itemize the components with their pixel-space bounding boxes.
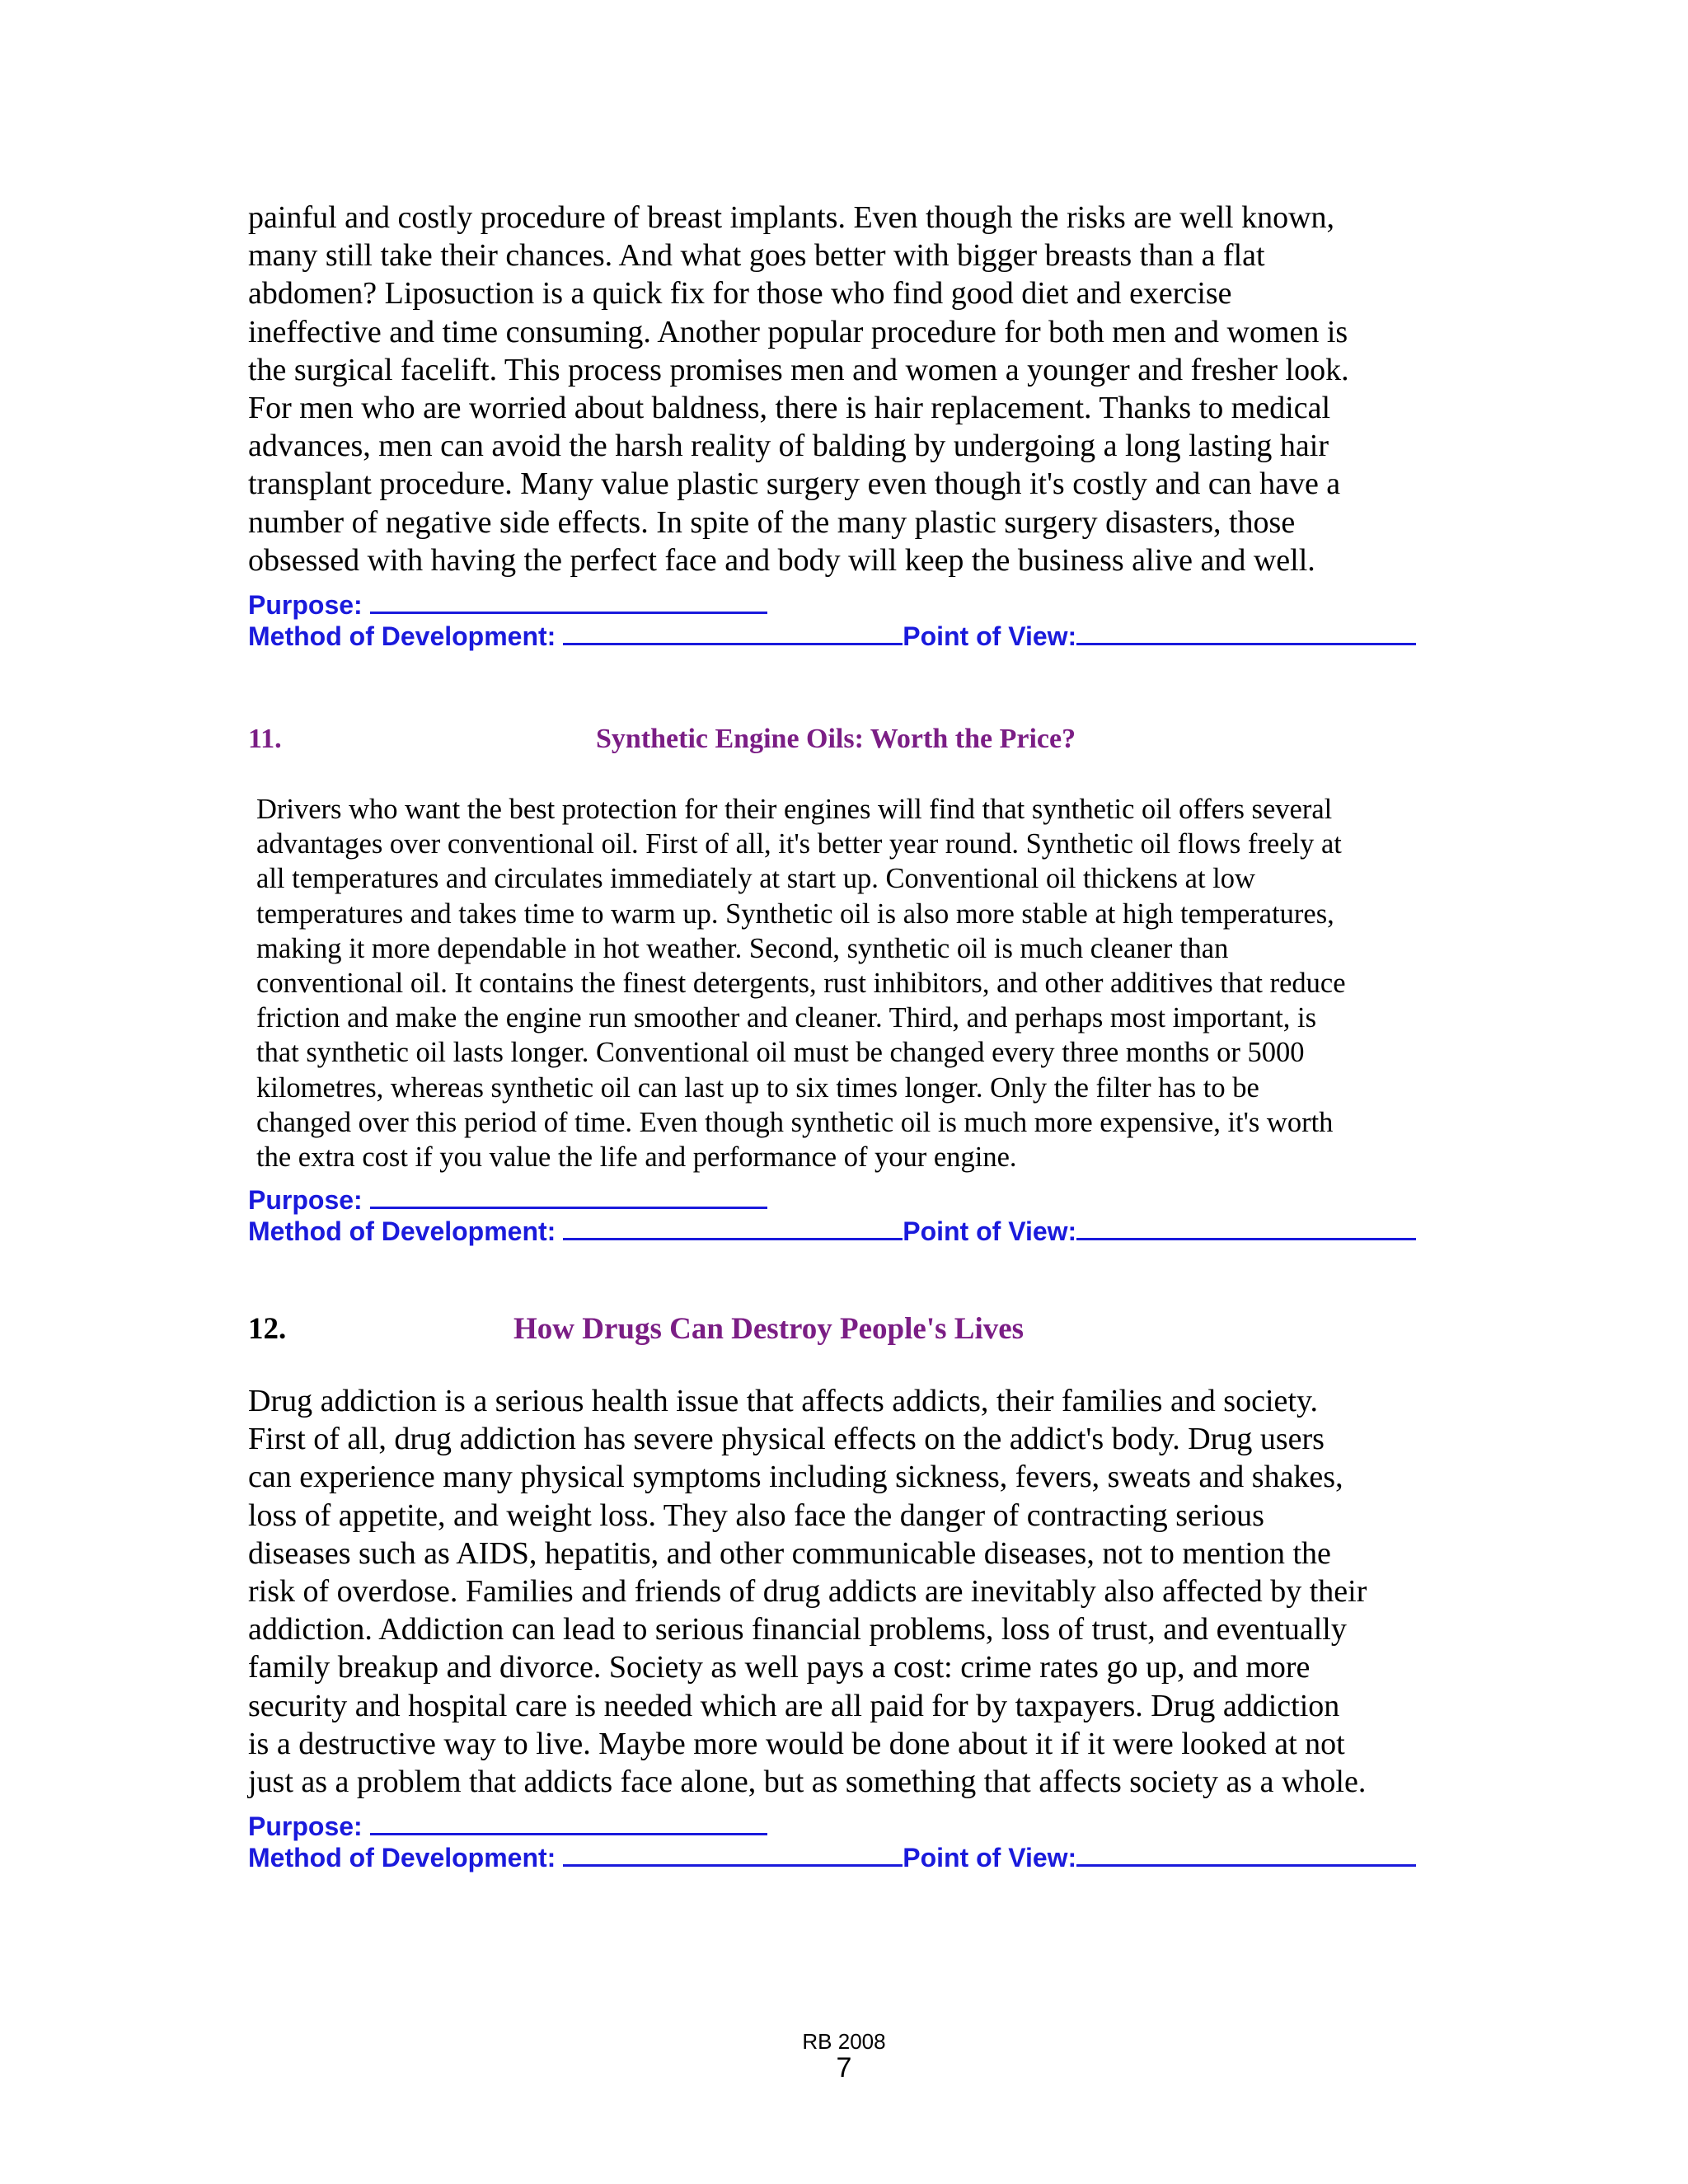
paragraph-line: number of negative side effects. In spite of the many plastic surgery disasters, those bbox=[248, 504, 1296, 540]
paragraph-line: loss of appetite, and weight loss. They also face the danger of contracting serious bbox=[248, 1497, 1264, 1533]
paragraph-line: First of all, drug addiction has severe physical effects on the addict's body. Drug users bbox=[248, 1422, 1325, 1457]
method-of-development-blank[interactable] bbox=[563, 1215, 903, 1240]
purpose-blank[interactable] bbox=[370, 1810, 767, 1835]
purpose-field-row bbox=[248, 588, 767, 621]
purpose-field-row bbox=[248, 1810, 767, 1842]
paragraph-line: all temperatures and circulates immediately at start up. Conventional oil thickens at low bbox=[256, 863, 1255, 895]
top-paragraph-text bbox=[248, 199, 1451, 579]
method-pov-row bbox=[248, 1215, 1416, 1247]
point-of-view-blank[interactable] bbox=[1076, 1215, 1416, 1240]
section-title: Synthetic Engine Oils: Worth the Price? bbox=[596, 724, 1076, 754]
paragraph-line: security and hospital care is needed which are all paid for by taxpayers. Drug addiction bbox=[248, 1688, 1340, 1723]
method-of-development-label: Method of Development: bbox=[248, 1216, 556, 1246]
section-11-paragraph bbox=[256, 792, 1460, 1174]
paragraph-line: Drivers who want the best protection for their engines will find that synthetic oil offers several bbox=[256, 794, 1333, 825]
section-number: 11. bbox=[248, 724, 282, 754]
footer-label: RB 2008 bbox=[802, 2029, 886, 2054]
paragraph-line: addiction. Addiction can lead to serious financial problems, loss of trust, and eventually bbox=[248, 1612, 1347, 1647]
method-of-development-blank[interactable] bbox=[563, 620, 903, 645]
paragraph-line: friction and make the engine run smoother and cleaner. Third, and perhaps most important, is bbox=[256, 1002, 1317, 1034]
purpose-blank[interactable] bbox=[370, 1183, 767, 1209]
method-of-development-label: Method of Development: bbox=[248, 1843, 556, 1872]
paragraph-line: painful and costly procedure of breast implants. Even though the risks are well known, bbox=[248, 200, 1335, 235]
paragraph-line: Drug addiction is a serious health issue that affects addicts, their families and society. bbox=[248, 1384, 1318, 1418]
paragraph-line: temperatures and takes time to warm up. Synthetic oil is also more stable at high temperatures, bbox=[256, 898, 1334, 930]
paragraph-line: For men who are worried about baldness, there is hair replacement. Thanks to medical bbox=[248, 391, 1331, 426]
method-pov-row bbox=[248, 1841, 1416, 1873]
paragraph-line: transplant procedure. Many value plastic surgery even though it's costly and can have a bbox=[248, 466, 1341, 502]
point-of-view-label: Point of View: bbox=[903, 1216, 1077, 1246]
paragraph-line: abdomen? Liposuction is a quick fix for those who find good diet and exercise bbox=[248, 276, 1232, 312]
page-number: 7 bbox=[836, 2052, 852, 2083]
paragraph-line: is a destructive way to live. Maybe more would be done about it if it were looked at not bbox=[248, 1726, 1345, 1761]
section-11-paragraph-text bbox=[256, 792, 1460, 1174]
section-number: 12. bbox=[248, 1312, 287, 1346]
paragraph-line: just as a problem that addicts face alone, but as something that affects society as a whole. bbox=[248, 1765, 1367, 1800]
top-paragraph bbox=[248, 199, 1451, 579]
point-of-view-label: Point of View: bbox=[903, 621, 1077, 651]
section-12-paragraph-text bbox=[248, 1382, 1451, 1801]
section-title: How Drugs Can Destroy People's Lives bbox=[513, 1312, 1025, 1346]
purpose-blank[interactable] bbox=[370, 588, 767, 614]
paragraph-line: many still take their chances. And what goes better with bigger breasts than a flat bbox=[248, 238, 1265, 274]
paragraph-line: family breakup and divorce. Society as well pays a cost: crime rates go up, and more bbox=[248, 1650, 1311, 1685]
point-of-view-blank[interactable] bbox=[1076, 620, 1416, 645]
method-pov-row bbox=[248, 620, 1416, 652]
paragraph-line: that synthetic oil lasts longer. Conventional oil must be changed every three months or 5000 bbox=[256, 1037, 1305, 1069]
paragraph-line: can experience many physical symptoms including sickness, fevers, sweats and shakes, bbox=[248, 1460, 1343, 1495]
paragraph-line: risk of overdose. Families and friends of drug addicts are inevitably also affected by their bbox=[248, 1574, 1367, 1610]
paragraph-line: ineffective and time consuming. Another popular procedure for both men and women is bbox=[248, 314, 1348, 349]
paragraph-line: obsessed with having the perfect face and body will keep the business alive and well. bbox=[248, 542, 1315, 578]
paragraph-line: the extra cost if you value the life and performance of your engine. bbox=[256, 1141, 1017, 1174]
purpose-label: Purpose: bbox=[248, 1185, 363, 1215]
paragraph-line: kilometres, whereas synthetic oil can last up to six times longer. Only the filter has to be bbox=[256, 1071, 1259, 1104]
paragraph-line: diseases such as AIDS, hepatitis, and other communicable diseases, not to mention the bbox=[248, 1535, 1331, 1571]
purpose-label: Purpose: bbox=[248, 590, 363, 620]
paragraph-line: advantages over conventional oil. First of all, it's better year round. Synthetic oil flows freely at bbox=[256, 828, 1342, 860]
method-of-development-blank[interactable] bbox=[563, 1841, 903, 1867]
paragraph-line: the surgical facelift. This process promises men and women a younger and fresher look. bbox=[248, 352, 1349, 387]
point-of-view-blank[interactable] bbox=[1076, 1841, 1416, 1867]
point-of-view-label: Point of View: bbox=[903, 1843, 1077, 1872]
paragraph-line: changed over this period of time. Even though synthetic oil is much more expensive, it's worth bbox=[256, 1106, 1334, 1138]
purpose-label: Purpose: bbox=[248, 1811, 363, 1841]
method-of-development-label: Method of Development: bbox=[248, 621, 556, 651]
paragraph-line: making it more dependable in hot weather. Second, synthetic oil is much cleaner than bbox=[256, 932, 1229, 964]
purpose-field-row bbox=[248, 1183, 767, 1216]
paragraph-line: conventional oil. It contains the finest detergents, rust inhibitors, and other additives that reduce bbox=[256, 968, 1346, 1000]
section-12-paragraph bbox=[248, 1382, 1451, 1801]
paragraph-line: advances, men can avoid the harsh reality of balding by undergoing a long lasting hair bbox=[248, 429, 1329, 464]
